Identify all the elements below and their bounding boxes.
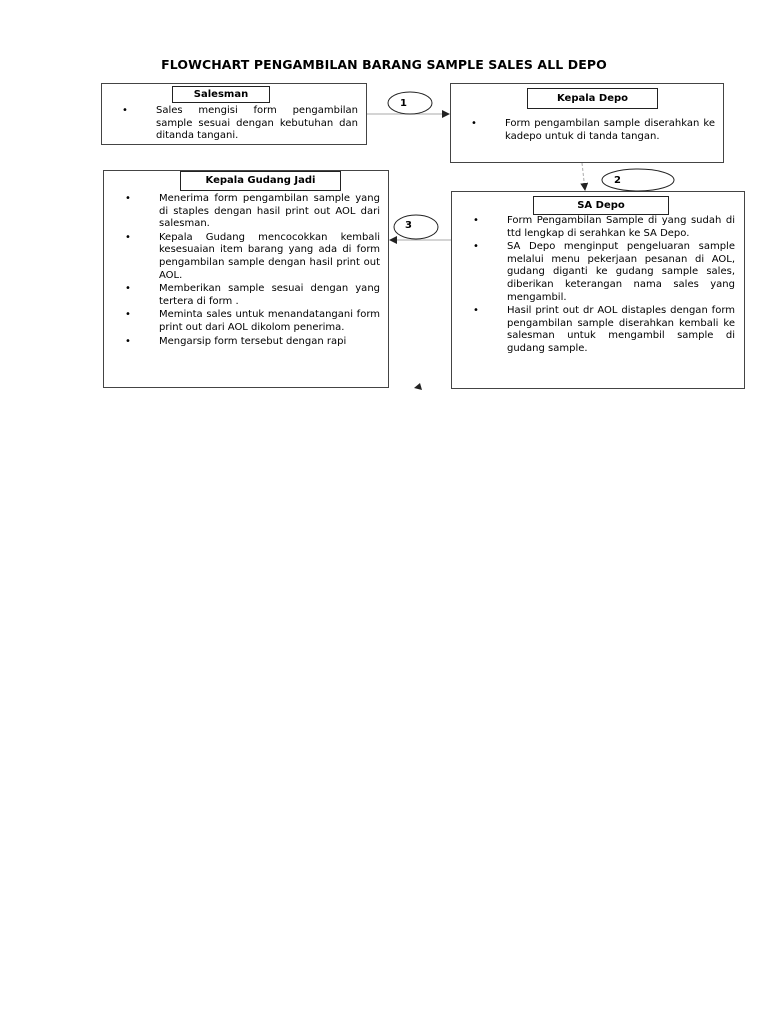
list-item: • Memberikan sample sesuai dengan yang tertera di form . (159, 283, 380, 308)
sa-depo-label: SA Depo (533, 196, 669, 215)
list-item: • Mengarsip form tersebut dengan rapi (159, 336, 380, 349)
step-3-circle (394, 215, 438, 239)
kepala-gudang-label: Kepala Gudang Jadi (180, 171, 341, 191)
list-item: • Form Pengambilan Sample di yang sudah di ttd lengkap di serahkan ke SA Depo. (507, 215, 735, 240)
list-item: • Sales mengisi form pengambilan sample sesuai dengan kebutuhan dan ditanda tangani. (156, 105, 358, 143)
page-title: FLOWCHART PENGAMBILAN BARANG SAMPLE SALES ALL DEPO (161, 57, 607, 72)
list-item: • Form pengambilan sample diserahkan ke kadepo untuk di tanda tangan. (505, 118, 715, 143)
list-item: • SA Depo menginput pengeluaran sample melalui menu pekerjaan pesanan di AOL, gudang diganti ke gudang sample sales, diberikan keterangan nama sales yang mengambil. (507, 241, 735, 304)
list-item: • Hasil print out dr AOL distaples dengan form pengambilan sample diserahkan kembali ke salesman untuk mengambil sample di gudang sample. (507, 305, 735, 355)
list-item: • Kepala Gudang mencocokkan kembali kesesuaian item barang yang ada di form pengambilan sample dengan hasil print out AOL. (159, 232, 380, 282)
salesman-label: Salesman (172, 86, 270, 103)
arrow-kepala-depo-to-sa-depo (582, 163, 585, 190)
step-3-number: 3 (405, 220, 412, 231)
step-1-circle (388, 92, 432, 114)
step-2-circle (602, 169, 674, 191)
list-item: • Menerima form pengambilan sample yang di staples dengan hasil print out AOL dari salesman. (159, 193, 380, 231)
small-arrowhead (414, 383, 422, 390)
kepala-depo-label: Kepala Depo (527, 88, 658, 109)
step-1-number: 1 (400, 98, 407, 109)
list-item: • Meminta sales untuk menandatangani form print out dari AOL dikolom penerima. (159, 309, 380, 334)
step-2-number: 2 (614, 175, 621, 186)
